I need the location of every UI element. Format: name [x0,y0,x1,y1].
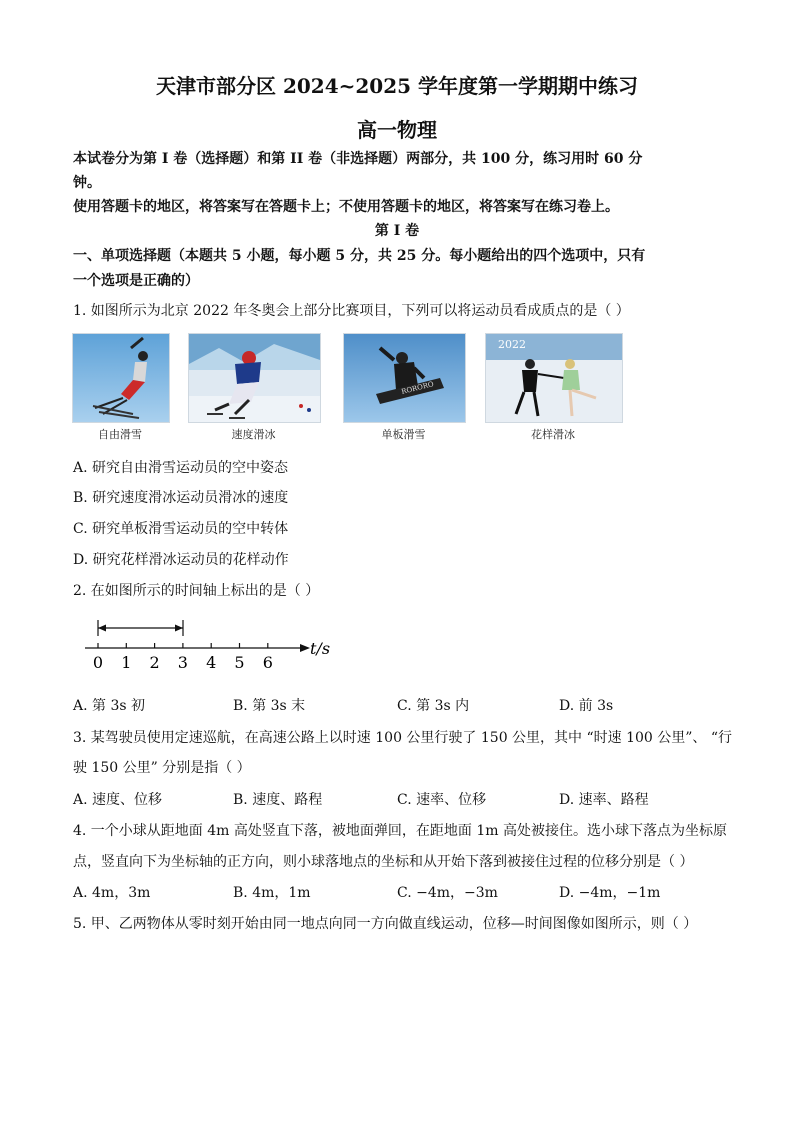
q3-option-b[interactable]: B. 速度、路程 [233,792,323,808]
axis-tick-label-1: 1 [121,653,132,672]
q3-stem-line2: 驶 150 公里” 分别是指（ ） [73,760,251,776]
q3-option-c[interactable]: C. 速率、位移 [397,792,487,808]
q3-option-a[interactable]: A. 速度、位移 [73,792,163,808]
section-heading-line1: 一、单项选择题（本题共 5 小题，每小题 5 分，共 25 分。每小题给出的四个选项中，只有 [73,248,646,264]
q4-option-c[interactable]: C. −4m，−3m [397,885,498,901]
axis-tick-label-5: 5 [234,653,245,672]
q3-option-d[interactable]: D. 速率、路程 [559,792,649,808]
instructions-line1b: 钟。 [73,175,101,191]
snowboarding-caption: 单板滑雪 [381,428,426,441]
q1-option-c[interactable]: C. 研究单板滑雪运动员的空中转体 [73,521,289,537]
speed-skating-image [188,333,321,423]
section-heading-line2: 一个选项是正确的） [73,273,199,289]
q2-stem: 2. 在如图所示的时间轴上标出的是（ ） [73,583,320,599]
axis-ticks [98,643,268,648]
figure-skating-caption: 花样滑冰 [531,428,575,441]
axis-unit-label: t/s [310,639,331,658]
olympic-banner-text: 2022 [498,338,526,351]
freestyle-skiing-image [72,333,170,423]
q1-option-b[interactable]: B. 研究速度滑冰运动员滑冰的速度 [73,490,289,506]
snowboarding-image [343,333,466,423]
axis-tick-label-3: 3 [177,653,188,672]
axis-tick-labels [93,653,273,672]
q2-option-a[interactable]: A. 第 3s 初 [73,698,146,714]
axis-tick-label-0: 0 [92,653,104,672]
figure-skating-image [485,333,623,423]
exam-title: 天津市部分区 2024~2025 学年度第一学期期中练习 [155,74,638,98]
axis-tick-label-4: 4 [206,653,217,672]
instructions-line2: 使用答题卡的地区，将答案写在答题卡上；不使用答题卡的地区，将答案写在练习卷上。 [73,199,619,215]
q5-stem: 5. 甲、乙两物体从零时刻开始由同一地点向同一方向做直线运动，位移—时间图像如图所示，则（ ） [73,916,698,932]
q4-option-a[interactable]: A. 4m，3m [73,885,151,901]
q3-stem-line1: 3. 某驾驶员使用定速巡航，在高速公路上以时速 100 公里行驶了 150 公里，其中 “时速 100 公里”、 “行 [73,730,733,746]
q1-option-a[interactable]: A. 研究自由滑雪运动员的空中姿态 [73,460,289,476]
q4-stem-line2: 点，竖直向下为坐标轴的正方向，则小球落地点的坐标和从开始下落到被接住过程的位移分别是（ ） [73,854,694,870]
axis-tick-label-2: 2 [149,653,160,672]
part1-heading: 第 I 卷 [374,223,420,239]
q4-stem-line1: 4. 一个小球从距地面 4m 高处竖直下落，被地面弹回，在距地面 1m 高处被接住。选小球下落点为坐标原 [73,823,727,839]
instructions-line1: 本试卷分为第 I 卷（选择题）和第 II 卷（非选择题）两部分，共 100 分，练习用时 60 分 [73,151,643,167]
speed-skating-caption: 速度滑冰 [231,428,276,441]
svg-text:RORORO: RORORO [400,380,435,396]
q1-stem: 1. 如图所示为北京 2022 年冬奥会上部分比赛项目，下列可以将运动员看成质点的是（ ） [73,303,630,319]
q1-option-d[interactable]: D. 研究花样滑冰运动员的花样动作 [73,552,289,568]
q4-option-b[interactable]: B. 4m，1m [233,885,311,901]
q2-option-c[interactable]: C. 第 3s 内 [397,698,470,714]
q2-option-b[interactable]: B. 第 3s 末 [233,698,306,714]
subject-title: 高一物理 [357,118,437,142]
q2-option-d[interactable]: D. 前 3s [559,698,614,714]
q4-option-d[interactable]: D. −4m，−1m [559,885,661,901]
axis-tick-label-6: 6 [262,653,273,672]
time-axis-figure [80,612,340,674]
freestyle-skiing-caption: 自由滑雪 [98,428,142,441]
